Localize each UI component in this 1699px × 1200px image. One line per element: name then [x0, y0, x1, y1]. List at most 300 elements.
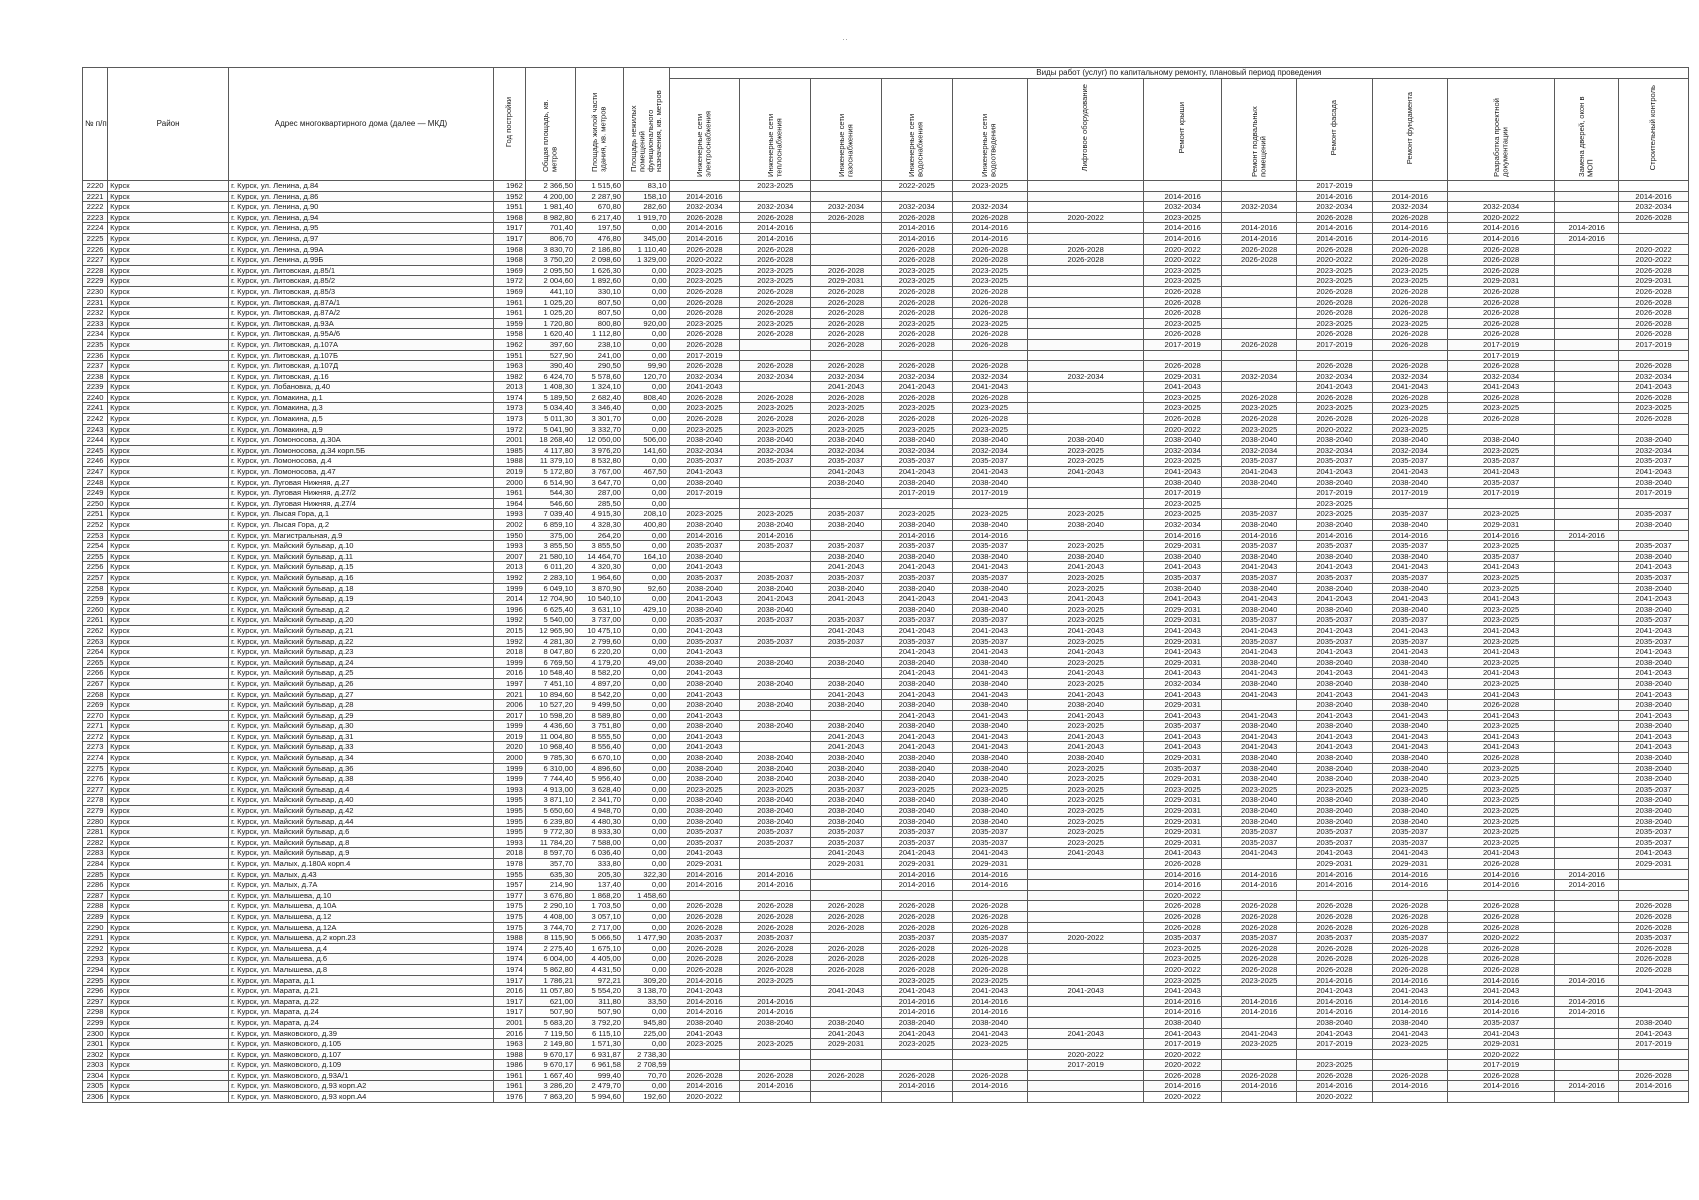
table-cell: 2032-2034	[1372, 202, 1447, 213]
table-cell: 3 750,20	[525, 255, 575, 266]
table-cell: 1952	[493, 191, 525, 202]
table-cell: 1995	[493, 816, 525, 827]
table-cell: 2038-2040	[669, 1017, 740, 1028]
table-cell	[1555, 636, 1619, 647]
table-cell: 2273	[83, 742, 108, 753]
table-cell: 2041-2043	[1221, 1028, 1296, 1039]
table-cell: 2038-2040	[1372, 774, 1447, 785]
table-cell: 2026-2028	[740, 943, 811, 954]
table-cell: 6 961,58	[576, 1060, 624, 1071]
table-cell: 2041-2043	[811, 594, 882, 605]
table-cell: 2035-2037	[1619, 615, 1689, 626]
table-cell: 2041-2043	[1447, 382, 1554, 393]
table-cell: 2035-2037	[1297, 541, 1372, 552]
table-cell	[1555, 286, 1619, 297]
table-cell: 2239	[83, 382, 108, 393]
table-cell: 2035-2037	[740, 827, 811, 838]
table-cell: 9 785,30	[525, 753, 575, 764]
table-cell: 2041-2043	[1447, 710, 1554, 721]
table-cell	[952, 1049, 1027, 1060]
table-cell: г. Курск, ул. Малышева, д.10	[229, 890, 494, 901]
table-cell: 2291	[83, 933, 108, 944]
table-cell: 2026-2028	[1372, 911, 1447, 922]
table-cell: 2041-2043	[881, 668, 952, 679]
table-cell: 2023-2025	[1144, 403, 1222, 414]
table-cell: 2014-2016	[1555, 1081, 1619, 1092]
table-cell: 1951	[493, 350, 525, 361]
table-cell: 2041-2043	[1372, 742, 1447, 753]
table-cell: 2029-2031	[1447, 520, 1554, 531]
table-cell: 2041-2043	[1144, 742, 1222, 753]
table-cell: 2041-2043	[1221, 594, 1296, 605]
table-cell: 2026-2028	[1372, 943, 1447, 954]
table-cell: 2041-2043	[881, 710, 952, 721]
table-cell: г. Курск, ул. Майский бульвар, д.33	[229, 742, 494, 753]
table-cell	[1027, 181, 1143, 192]
table-cell: 2038-2040	[669, 721, 740, 732]
table-cell: 5 554,20	[576, 986, 624, 997]
table-cell: 2038-2040	[1372, 763, 1447, 774]
table-cell: Курск	[108, 964, 229, 975]
table-cell: 2023-2025	[740, 424, 811, 435]
table-cell: г. Курск, ул. Ломакина, д.5	[229, 414, 494, 425]
table-row	[83, 731, 1689, 742]
table-row	[83, 530, 1689, 541]
table-cell: 2041-2043	[881, 742, 952, 753]
table-cell: 2029-2031	[1447, 1039, 1554, 1050]
table-cell: 2026-2028	[669, 308, 740, 319]
table-cell: 544,30	[525, 488, 575, 499]
table-cell: 2236	[83, 350, 108, 361]
table-cell: 2300	[83, 1028, 108, 1039]
table-cell: 2026-2028	[1297, 901, 1372, 912]
table-cell: 2038-2040	[952, 774, 1027, 785]
table-cell: 2032-2034	[1144, 202, 1222, 213]
table-cell: 2038-2040	[1619, 816, 1689, 827]
table-cell	[1027, 424, 1143, 435]
table-cell: 2015	[493, 625, 525, 636]
table-cell: Курск	[108, 911, 229, 922]
table-cell: 2267	[83, 678, 108, 689]
table-cell	[1555, 371, 1619, 382]
table-cell: 2023-2025	[881, 424, 952, 435]
table-cell	[740, 467, 811, 478]
table-cell: 2026-2028	[740, 212, 811, 223]
table-cell: 2029-2031	[1297, 859, 1372, 870]
table-cell: 2041-2043	[881, 594, 952, 605]
table-cell: 2026-2028	[1619, 297, 1689, 308]
table-cell: 2041-2043	[952, 731, 1027, 742]
table-cell: 2026-2028	[1372, 212, 1447, 223]
table-cell: 3 855,50	[525, 541, 575, 552]
table-cell: 2257	[83, 572, 108, 583]
table-cell	[1447, 191, 1554, 202]
table-cell: 2038-2040	[952, 477, 1027, 488]
table-cell: 2023-2025	[952, 181, 1027, 192]
table-cell: 2023-2025	[1447, 678, 1554, 689]
table-cell: 2014-2016	[669, 233, 740, 244]
table-cell: 2035-2037	[669, 456, 740, 467]
table-cell: 467,50	[624, 467, 670, 478]
table-cell	[1027, 880, 1143, 891]
table-cell	[1372, 350, 1447, 361]
table-cell	[740, 488, 811, 499]
table-cell: г. Курск, ул. Майский бульвар, д.4	[229, 784, 494, 795]
table-cell: 2026-2028	[811, 1070, 882, 1081]
table-cell: 2038-2040	[1027, 551, 1143, 562]
table-cell	[1555, 816, 1619, 827]
table-cell: 2038-2040	[811, 721, 882, 732]
table-cell: 2014-2016	[669, 530, 740, 541]
table-cell: 12 965,90	[525, 625, 575, 636]
table-cell: 2026-2028	[1297, 361, 1372, 372]
table-cell: 635,30	[525, 869, 575, 880]
table-cell: 2038-2040	[1027, 753, 1143, 764]
table-cell: 5 540,00	[525, 615, 575, 626]
table-cell: 2026-2028	[811, 392, 882, 403]
table-cell: 2023-2025	[1372, 318, 1447, 329]
table-cell: 6 049,10	[525, 583, 575, 594]
table-cell: 2038-2040	[1619, 604, 1689, 615]
table-cell: Курск	[108, 530, 229, 541]
table-row	[83, 1028, 1689, 1039]
table-cell: 2026-2028	[952, 361, 1027, 372]
table-cell	[1221, 700, 1296, 711]
table-cell: 2035-2037	[881, 456, 952, 467]
table-cell: г. Курск, ул. Магистральная, д.9	[229, 530, 494, 541]
table-cell: 2032-2034	[881, 371, 952, 382]
table-cell: г. Курск, ул. Майский бульвар, д.19	[229, 594, 494, 605]
table-cell: 2035-2037	[1372, 541, 1447, 552]
table-cell: 2041-2043	[669, 625, 740, 636]
table-cell: 2026-2028	[1221, 943, 1296, 954]
table-row	[83, 594, 1689, 605]
table-cell: г. Курск, ул. Майский бульвар, д.11	[229, 551, 494, 562]
table-cell: 2014-2016	[1297, 233, 1372, 244]
table-cell: 2021	[493, 689, 525, 700]
table-cell: 1951	[493, 202, 525, 213]
table-cell: Курск	[108, 286, 229, 297]
table-cell: Курск	[108, 1039, 229, 1050]
table-cell: 2038-2040	[1619, 763, 1689, 774]
table-cell: 2041-2043	[1447, 742, 1554, 753]
table-cell: 2023-2025	[1221, 784, 1296, 795]
table-cell: 2026-2028	[1447, 392, 1554, 403]
header-living-area: Площадь жилой части здания, кв. метров	[576, 68, 624, 181]
table-cell: Курск	[108, 594, 229, 605]
table-cell: 1959	[493, 318, 525, 329]
table-cell	[1027, 859, 1143, 870]
table-cell	[1372, 1092, 1447, 1103]
table-cell: 2023-2025	[1144, 318, 1222, 329]
table-cell: 2035-2037	[1619, 827, 1689, 838]
table-cell: 2029-2031	[1144, 371, 1222, 382]
table-cell: 4 897,20	[576, 678, 624, 689]
table-row	[83, 816, 1689, 827]
table-cell: 2026-2028	[669, 286, 740, 297]
table-cell: 2041-2043	[669, 562, 740, 573]
table-cell: 2014-2016	[881, 869, 952, 880]
table-cell: 2023-2025	[740, 509, 811, 520]
table-cell: 2026-2028	[669, 212, 740, 223]
table-cell: 2014-2016	[669, 223, 740, 234]
table-cell: 2026-2028	[1221, 954, 1296, 965]
table-cell	[1619, 1049, 1689, 1060]
table-cell: 2035-2037	[1619, 541, 1689, 552]
table-cell: 2023-2025	[1144, 392, 1222, 403]
table-cell: 2035-2037	[952, 615, 1027, 626]
table-cell: 2026-2028	[669, 361, 740, 372]
table-cell: 2026-2028	[952, 329, 1027, 340]
table-cell: 8 933,30	[576, 827, 624, 838]
table-cell	[740, 551, 811, 562]
table-cell: 2026-2028	[881, 339, 952, 350]
table-cell: 2026-2028	[1619, 911, 1689, 922]
table-cell	[1555, 318, 1619, 329]
table-cell: 2029-2031	[1144, 816, 1222, 827]
table-row	[83, 604, 1689, 615]
table-cell: 241,00	[576, 350, 624, 361]
table-cell: 2020-2022	[1144, 1049, 1222, 1060]
table-cell: 2035-2037	[881, 827, 952, 838]
table-cell: 2238	[83, 371, 108, 382]
table-cell: Курск	[108, 424, 229, 435]
header-work-8: Ремонт подвальных помещений	[1221, 79, 1296, 181]
table-row	[83, 1017, 1689, 1028]
table-cell: 2014-2016	[1447, 1007, 1554, 1018]
table-cell: 4 117,80	[525, 445, 575, 456]
table-cell	[811, 1060, 882, 1071]
table-cell: 2023-2025	[740, 403, 811, 414]
table-cell: 2023-2025	[1297, 784, 1372, 795]
table-cell: 2041-2043	[1297, 848, 1372, 859]
table-cell: 0,00	[624, 424, 670, 435]
table-cell: г. Курск, ул. Ленина, д.95	[229, 223, 494, 234]
table-cell: 4 913,00	[525, 784, 575, 795]
table-cell: 2023-2025	[811, 403, 882, 414]
table-cell: 1995	[493, 806, 525, 817]
table-cell: 2041-2043	[1144, 710, 1222, 721]
table-cell: 2023-2025	[1447, 795, 1554, 806]
table-cell: 2041-2043	[811, 467, 882, 478]
table-cell: 1961	[493, 488, 525, 499]
table-cell: 2041-2043	[1221, 848, 1296, 859]
table-cell: 2023-2025	[1027, 657, 1143, 668]
table-cell	[1027, 1017, 1143, 1028]
table-cell: 2026-2028	[811, 901, 882, 912]
table-cell: 2041-2043	[952, 742, 1027, 753]
table-cell: 2014-2016	[740, 1081, 811, 1092]
table-cell: 2041-2043	[1619, 668, 1689, 679]
table-cell: 2035-2037	[740, 615, 811, 626]
table-cell	[811, 1049, 882, 1060]
table-cell: 2038-2040	[1619, 806, 1689, 817]
table-cell	[1555, 520, 1619, 531]
table-cell: 2023-2025	[1027, 572, 1143, 583]
table-cell: 2020-2022	[1144, 1060, 1222, 1071]
table-cell: 2017-2019	[1027, 1060, 1143, 1071]
table-cell	[1555, 403, 1619, 414]
table-cell: 2038-2040	[811, 477, 882, 488]
table-cell: 2026-2028	[952, 255, 1027, 266]
table-cell: 2041-2043	[1297, 668, 1372, 679]
table-cell: 1964	[493, 498, 525, 509]
table-cell: 1 703,50	[576, 901, 624, 912]
table-cell: 2038-2040	[952, 435, 1027, 446]
table-cell: 4 179,20	[576, 657, 624, 668]
table-row	[83, 1007, 1689, 1018]
table-cell: 2014-2016	[669, 1081, 740, 1092]
table-cell: Курск	[108, 975, 229, 986]
table-cell: 2035-2037	[1372, 827, 1447, 838]
table-cell: 2026-2028	[1447, 308, 1554, 319]
table-cell: 2023-2025	[1297, 509, 1372, 520]
table-cell	[1221, 308, 1296, 319]
table-cell: 2041-2043	[1144, 647, 1222, 658]
table-cell: 3 871,10	[525, 795, 575, 806]
table-cell: 8 115,90	[525, 933, 575, 944]
table-cell: г. Курск, ул. Литовская, д.85/1	[229, 265, 494, 276]
table-cell: 0,00	[624, 880, 670, 891]
table-cell: 2260	[83, 604, 108, 615]
table-cell: 2014-2016	[1447, 975, 1554, 986]
table-cell: Курск	[108, 880, 229, 891]
table-cell: 2020-2022	[1447, 212, 1554, 223]
table-cell: 11 057,80	[525, 986, 575, 997]
table-row	[83, 763, 1689, 774]
table-cell: 2023-2025	[1027, 615, 1143, 626]
table-cell: 2019	[493, 731, 525, 742]
table-cell: 2041-2043	[952, 467, 1027, 478]
table-row	[83, 329, 1689, 340]
table-cell: 1975	[493, 901, 525, 912]
table-cell: 6 859,10	[525, 520, 575, 531]
table-cell: 2041-2043	[1027, 689, 1143, 700]
table-cell: 2014-2016	[1372, 191, 1447, 202]
table-cell: Курск	[108, 308, 229, 319]
table-row	[83, 1092, 1689, 1103]
table-cell: 1996	[493, 604, 525, 615]
table-cell: 2041-2043	[669, 986, 740, 997]
table-cell: 2023-2025	[1027, 784, 1143, 795]
table-cell	[1555, 689, 1619, 700]
table-cell: 2014-2016	[1447, 880, 1554, 891]
table-cell: 806,70	[525, 233, 575, 244]
table-cell: 2038-2040	[1221, 520, 1296, 531]
table-cell: 2038-2040	[1297, 520, 1372, 531]
table-cell: 2041-2043	[669, 647, 740, 658]
table-cell: 1 408,30	[525, 382, 575, 393]
table-cell: 2038-2040	[1372, 721, 1447, 732]
table-cell: Курск	[108, 477, 229, 488]
table-cell: 2038-2040	[881, 753, 952, 764]
table-cell: 2262	[83, 625, 108, 636]
table-cell: 2038-2040	[952, 753, 1027, 764]
table-cell: 2 717,00	[576, 922, 624, 933]
table-row	[83, 424, 1689, 435]
table-cell	[1555, 361, 1619, 372]
table-cell: 205,30	[576, 869, 624, 880]
table-cell: 1982	[493, 371, 525, 382]
table-cell: 1 025,20	[525, 297, 575, 308]
table-cell: Курск	[108, 636, 229, 647]
table-cell: 2035-2037	[1619, 572, 1689, 583]
table-cell: 1977	[493, 890, 525, 901]
table-cell	[1555, 763, 1619, 774]
table-cell	[1027, 382, 1143, 393]
table-cell: 400,80	[624, 520, 670, 531]
table-cell: 2017-2019	[1619, 1039, 1689, 1050]
table-cell: 2026-2028	[740, 329, 811, 340]
table-cell	[1027, 233, 1143, 244]
table-cell: 2023-2025	[669, 276, 740, 287]
table-cell: 2287	[83, 890, 108, 901]
table-cell: 2041-2043	[1372, 562, 1447, 573]
table-cell: 2 287,90	[576, 191, 624, 202]
table-cell: 2035-2037	[1297, 837, 1372, 848]
table-cell: 2038-2040	[669, 583, 740, 594]
table-cell	[1027, 943, 1143, 954]
table-cell: 2038-2040	[1297, 604, 1372, 615]
table-cell: 2026-2028	[1297, 911, 1372, 922]
table-cell: Курск	[108, 541, 229, 552]
table-cell: г. Курск, ул. Ленина, д.99А	[229, 244, 494, 255]
table-cell	[881, 1092, 952, 1103]
table-cell	[740, 1092, 811, 1103]
table-cell: 2032-2034	[952, 202, 1027, 213]
table-cell: 2 708,59	[624, 1060, 670, 1071]
table-cell: 2035-2037	[952, 572, 1027, 583]
table-cell: 2038-2040	[740, 700, 811, 711]
table-cell: 2000	[493, 477, 525, 488]
header-no: № п/п	[83, 68, 108, 181]
table-cell: 2026-2028	[1221, 255, 1296, 266]
table-cell: 1972	[493, 424, 525, 435]
table-cell: 2038-2040	[1372, 604, 1447, 615]
table-cell: 2026-2028	[811, 212, 882, 223]
table-cell: 2234	[83, 329, 108, 340]
table-cell: 2032-2034	[952, 371, 1027, 382]
table-cell	[1027, 498, 1143, 509]
table-cell: 2026-2028	[881, 922, 952, 933]
table-cell: 7 744,40	[525, 774, 575, 785]
table-cell	[811, 255, 882, 266]
table-cell: 2026-2028	[1447, 361, 1554, 372]
table-cell: 10 475,10	[576, 625, 624, 636]
table-cell: 2255	[83, 551, 108, 562]
table-row	[83, 859, 1689, 870]
table-cell: 2023-2025	[811, 424, 882, 435]
table-cell: 2038-2040	[740, 763, 811, 774]
table-cell: 2020	[493, 742, 525, 753]
table-cell	[1555, 350, 1619, 361]
table-cell: 2001	[493, 1017, 525, 1028]
table-cell: 2 149,80	[525, 1039, 575, 1050]
table-cell: 1917	[493, 996, 525, 1007]
table-cell: 2041-2043	[811, 382, 882, 393]
table-cell: г. Курск, ул. Литовская, д.85/2	[229, 276, 494, 287]
table-cell: 2292	[83, 943, 108, 954]
table-cell	[740, 350, 811, 361]
table-cell	[1372, 498, 1447, 509]
table-cell: 2020-2022	[1297, 424, 1372, 435]
table-cell: г. Курск, ул. Майский бульвар, д.40	[229, 795, 494, 806]
table-cell: 2026-2028	[1027, 255, 1143, 266]
table-cell	[1555, 424, 1619, 435]
table-cell: 7 451,10	[525, 678, 575, 689]
table-cell: 800,80	[576, 318, 624, 329]
table-cell: 1993	[493, 541, 525, 552]
